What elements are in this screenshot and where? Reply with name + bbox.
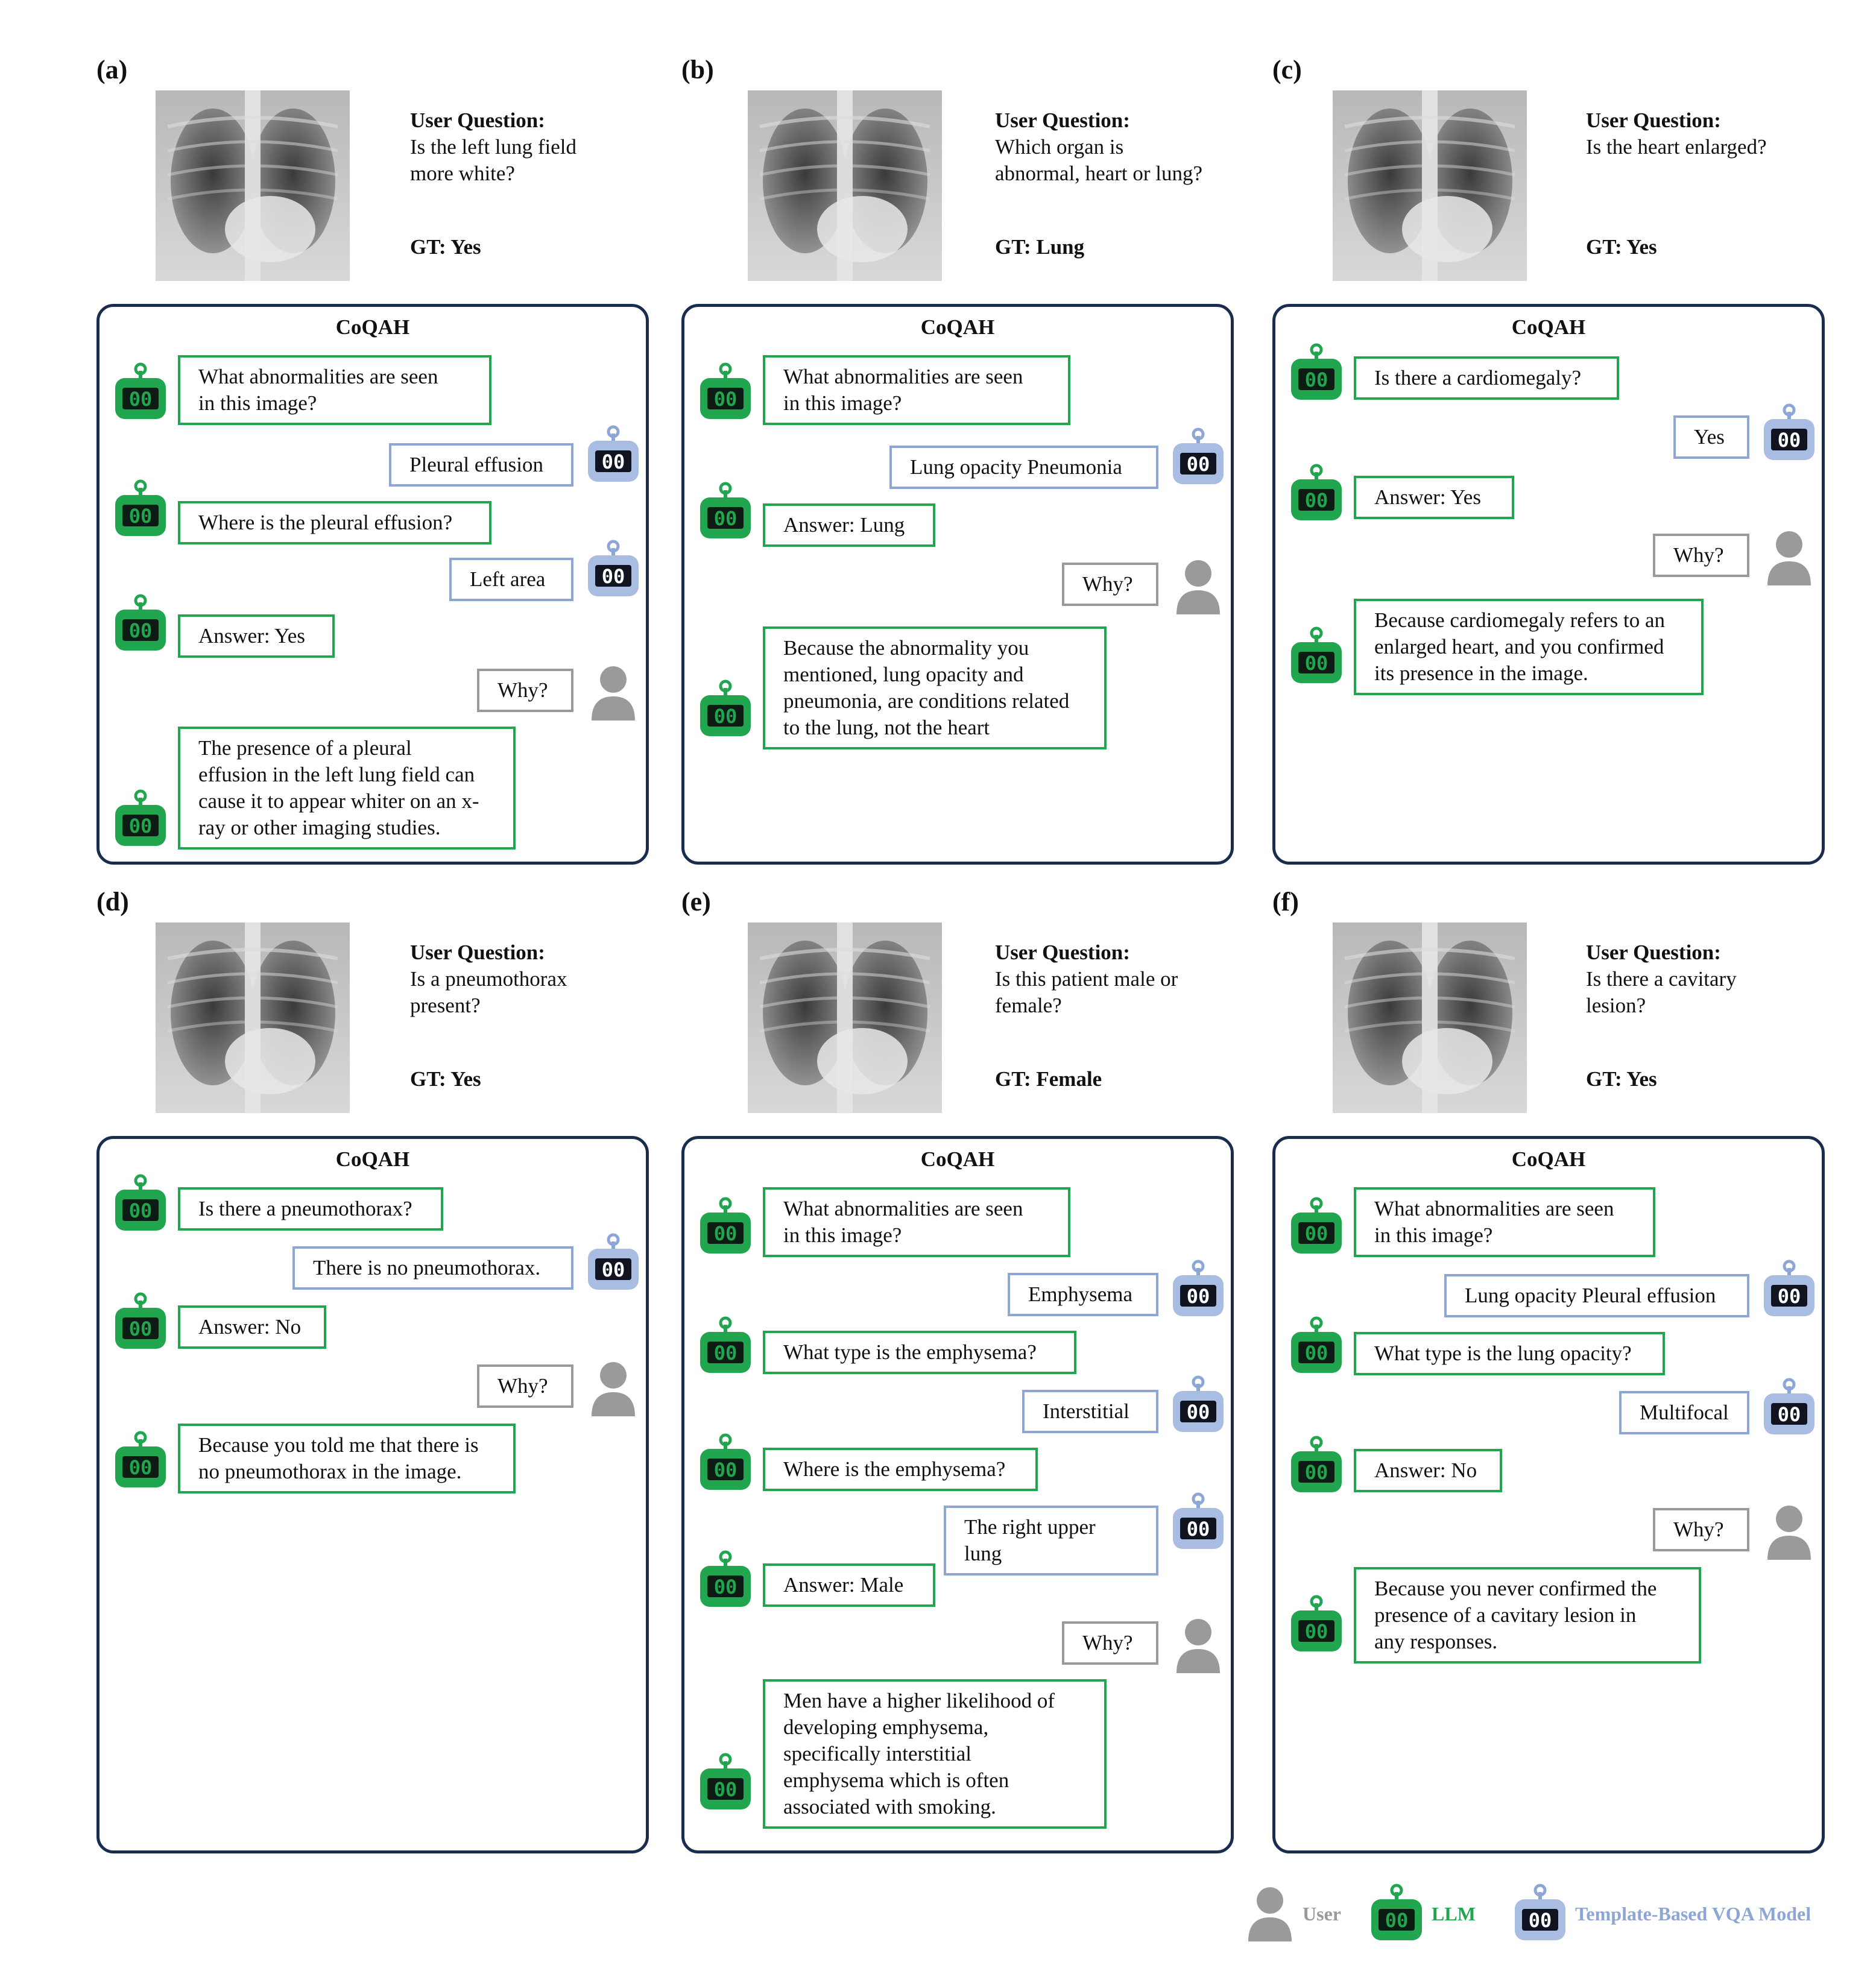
question-text: Is the left lung field more white? — [410, 135, 577, 185]
llm-message: Because you told me that there is no pneumothorax in the image. — [178, 1424, 516, 1493]
question-header: User Question: — [410, 941, 545, 964]
llm-bot-icon — [1289, 1197, 1344, 1257]
panel-c — [1272, 54, 1839, 874]
coqah-dialog-box — [1272, 1136, 1825, 1853]
ground-truth: GT: Yes — [410, 1067, 481, 1091]
user-person-icon — [586, 663, 641, 723]
llm-bot-icon — [1289, 464, 1344, 524]
user-message: Why? — [1653, 534, 1749, 577]
llm-message: Answer: Lung — [763, 503, 935, 547]
llm-bot-icon — [1369, 1884, 1424, 1944]
vqa-bot-icon — [1170, 427, 1226, 488]
llm-message: Because cardiomegaly refers to an enlarged heart, and you confirmed its presence in the image. — [1354, 599, 1704, 695]
llm-message: What abnormalities are seen in this image? — [1354, 1187, 1655, 1257]
question-text: Which organ is abnormal, heart or lung? — [995, 135, 1203, 185]
vqa-bot-icon — [586, 540, 641, 600]
user-message: Why? — [477, 1364, 573, 1408]
vqa-message: Left area — [449, 558, 573, 601]
llm-bot-icon — [113, 1431, 168, 1491]
user-message: Why? — [1062, 563, 1158, 606]
user-person-icon — [1170, 1615, 1226, 1676]
ground-truth: GT: Female — [995, 1067, 1102, 1091]
llm-bot-icon — [698, 1433, 753, 1493]
llm-bot-icon — [113, 362, 168, 423]
panel-label: (f) — [1272, 887, 1299, 916]
vqa-message: Yes — [1673, 415, 1749, 459]
llm-bot-icon — [113, 594, 168, 654]
user-person-icon — [1242, 1884, 1298, 1944]
user-message: Why? — [1653, 1508, 1749, 1551]
vqa-message: Multifocal — [1619, 1391, 1749, 1434]
user-question — [1586, 107, 1833, 160]
box-title: CoQAH — [920, 315, 995, 339]
llm-bot-icon — [698, 680, 753, 740]
llm-bot-icon — [1289, 1316, 1344, 1377]
chest-xray-image — [156, 90, 350, 281]
ground-truth: GT: Yes — [410, 235, 481, 259]
vqa-bot-icon — [1761, 403, 1817, 464]
coqah-dialog-box — [681, 304, 1234, 865]
question-text: Is there a cavitary lesion? — [1586, 967, 1737, 1017]
box-title: CoQAH — [335, 1147, 410, 1171]
panel-e — [681, 886, 1248, 1911]
vqa-bot-icon — [586, 425, 641, 485]
llm-message: Men have a higher likelihood of developing emphysema, specifically interstitial emphysema which is often associated with smoking. — [763, 1679, 1107, 1829]
question-header: User Question: — [995, 941, 1130, 964]
legend-vqa-label: Template-Based VQA Model — [1575, 1903, 1811, 1925]
chest-xray-image — [1333, 923, 1527, 1113]
vqa-message: Emphysema — [1008, 1273, 1158, 1316]
vqa-bot-icon — [1170, 1492, 1226, 1553]
llm-message: Is there a cardiomegaly? — [1354, 356, 1619, 400]
llm-message: What abnormalities are seen in this image? — [763, 355, 1070, 425]
user-person-icon — [586, 1358, 641, 1419]
llm-bot-icon — [113, 1174, 168, 1234]
user-question — [995, 939, 1242, 1019]
llm-bot-icon — [698, 482, 753, 542]
question-text: Is a pneumothorax present? — [410, 967, 567, 1017]
user-person-icon — [1170, 557, 1226, 617]
vqa-bot-icon — [1512, 1884, 1568, 1944]
question-header: User Question: — [995, 109, 1130, 132]
box-title: CoQAH — [920, 1147, 995, 1171]
llm-message: Answer: No — [1354, 1449, 1502, 1492]
legend — [1242, 1881, 1869, 1948]
chest-xray-image — [748, 90, 942, 281]
chest-xray-image — [156, 923, 350, 1113]
vqa-bot-icon — [1761, 1378, 1817, 1438]
question-header: User Question: — [410, 109, 545, 132]
panel-f — [1272, 886, 1839, 1911]
coqah-dialog-box — [96, 1136, 649, 1853]
vqa-message: Interstitial — [1022, 1390, 1158, 1433]
box-title: CoQAH — [335, 315, 410, 339]
llm-message: Answer: Yes — [1354, 476, 1514, 519]
llm-message: What abnormalities are seen in this image? — [763, 1187, 1070, 1257]
llm-bot-icon — [113, 1292, 168, 1352]
llm-message: Answer: No — [178, 1305, 326, 1349]
llm-bot-icon — [698, 1316, 753, 1377]
legend-user-label: User — [1303, 1903, 1341, 1925]
chest-xray-image — [1333, 90, 1527, 281]
user-question — [410, 939, 657, 1019]
llm-bot-icon — [1289, 343, 1344, 403]
llm-message: What type is the lung opacity? — [1354, 1332, 1665, 1375]
panel-b — [681, 54, 1248, 874]
question-header: User Question: — [1586, 941, 1721, 964]
llm-message: Is there a pneumothorax? — [178, 1187, 443, 1231]
question-text: Is the heart enlarged? — [1586, 135, 1767, 159]
question-text: Is this patient male or female? — [995, 967, 1178, 1017]
vqa-message: Lung opacity Pleural effusion — [1444, 1274, 1749, 1317]
question-header: User Question: — [1586, 109, 1721, 132]
llm-message: Where is the pleural effusion? — [178, 501, 491, 544]
box-title: CoQAH — [1511, 1147, 1586, 1171]
llm-bot-icon — [1289, 1436, 1344, 1496]
panel-a — [96, 54, 663, 874]
panel-label: (b) — [681, 55, 714, 84]
llm-message: Because the abnormality you mentioned, lung opacity and pneumonia, are conditions related to the lung, not the heart — [763, 626, 1107, 749]
vqa-bot-icon — [1170, 1375, 1226, 1436]
panel-label: (e) — [681, 887, 711, 916]
legend-llm-label: LLM — [1432, 1903, 1476, 1925]
vqa-message: Pleural effusion — [389, 443, 573, 487]
panel-label: (d) — [96, 887, 129, 916]
llm-bot-icon — [698, 1550, 753, 1610]
user-message: Why? — [1062, 1621, 1158, 1665]
user-question — [1586, 939, 1833, 1019]
coqah-dialog-box — [96, 304, 649, 865]
coqah-dialog-box — [681, 1136, 1234, 1853]
vqa-bot-icon — [1170, 1260, 1226, 1320]
user-question — [410, 107, 657, 187]
coqah-dialog-box — [1272, 304, 1825, 865]
vqa-message: There is no pneumothorax. — [292, 1246, 573, 1290]
ground-truth: GT: Yes — [1586, 235, 1657, 259]
vqa-bot-icon — [586, 1233, 641, 1293]
user-question — [995, 107, 1242, 187]
vqa-message: The right upper lung — [944, 1506, 1158, 1575]
vqa-bot-icon — [1761, 1260, 1817, 1320]
llm-message: What type is the emphysema? — [763, 1331, 1076, 1374]
ground-truth: GT: Lung — [995, 235, 1085, 259]
panel-d — [96, 886, 663, 1911]
llm-bot-icon — [113, 789, 168, 850]
llm-message: Answer: Yes — [178, 614, 335, 658]
vqa-message: Lung opacity Pneumonia — [889, 446, 1158, 489]
llm-bot-icon — [698, 1197, 753, 1257]
llm-message: The presence of a pleural effusion in the left lung field can cause it to appear whiter on an x- ray or other imaging studies. — [178, 727, 516, 850]
llm-bot-icon — [698, 1753, 753, 1813]
user-person-icon — [1761, 528, 1817, 588]
llm-bot-icon — [698, 362, 753, 423]
panel-label: (c) — [1272, 55, 1302, 84]
chest-xray-image — [748, 923, 942, 1113]
llm-message: What abnormalities are seen in this image? — [178, 355, 491, 425]
llm-bot-icon — [113, 479, 168, 540]
llm-bot-icon — [1289, 1595, 1344, 1655]
llm-message: Answer: Male — [763, 1563, 935, 1607]
ground-truth: GT: Yes — [1586, 1067, 1657, 1091]
user-message: Why? — [477, 669, 573, 712]
user-person-icon — [1761, 1502, 1817, 1562]
llm-message: Because you never confirmed the presence of a cavitary lesion in any responses. — [1354, 1567, 1701, 1664]
box-title: CoQAH — [1511, 315, 1586, 339]
llm-bot-icon — [1289, 626, 1344, 687]
panel-label: (a) — [96, 55, 128, 84]
llm-message: Where is the emphysema? — [763, 1448, 1038, 1491]
